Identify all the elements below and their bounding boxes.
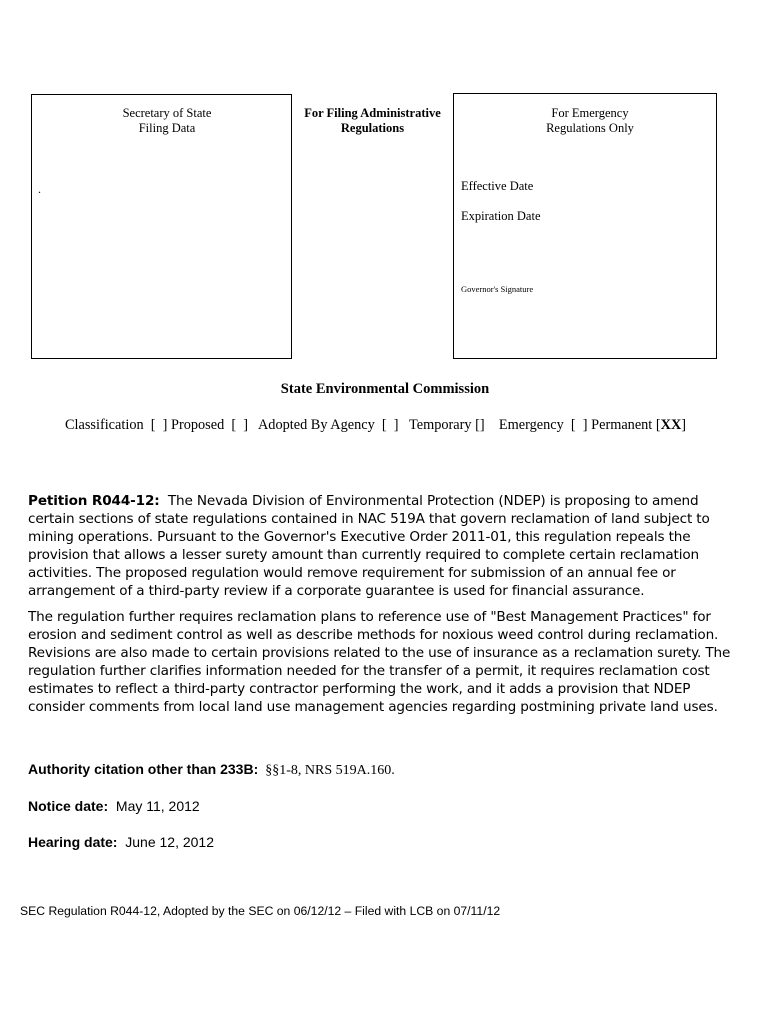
classification-line (65, 417, 686, 434)
expiration-date-label: Expiration Date (461, 209, 541, 223)
sos-line-2: Filing Data (138, 121, 196, 135)
hearing-label: Hearing date: (28, 834, 118, 850)
notice-line (28, 798, 200, 814)
notice-value: May 11, 2012 (115, 798, 200, 814)
admin-filing-label (292, 106, 453, 136)
footer-note: SEC Regulation R044-12, Adopted by the SEC on 06/12/12 – Filed with LCB on 07/11/12 (20, 904, 501, 918)
petition-label: Petition R044-12: (28, 493, 160, 509)
emergency-line-2: Regulations Only (546, 121, 634, 135)
classification-mark: XX (660, 417, 682, 433)
effective-date-label: Effective Date (461, 179, 534, 193)
petition-text-1: The Nevada Division of Environmental Protection (NDEP) is proposing to amend certain sections of state regulations contained in NAC 519A that govern reclamation of land subject to mining operations. Pursuant to the Governor's Executive Order 2011-01, this regulation repeals the provision that allows a lesser surety amount than currently required to complete certain reclamation activities. The proposed regulation would remove requirement for submission of an annual fee or arrangement of a third-party review if a corporate guarantee is used for financial assurance. (28, 493, 710, 599)
sos-line-1: Secretary of State (122, 106, 212, 120)
petition-paragraph-2: The regulation further requires reclamation plans to reference use of "Best Management Practices" for erosion and sediment control as well as describe methods for noxious weed control during reclamation. Revisions are also made to certain provisions related to the use of insurance as a reclamation surety. The regulation further clarifies information needed for the transfer of a permit, it requires reclamation cost estimates to reflect a third-party contractor performing the work, and it adds a provision that NDEP consider comments from local land use management agencies regarding postmining private land uses. (28, 609, 731, 715)
authority-label: Authority citation other than 233B: (28, 761, 259, 777)
box-dot: . (38, 182, 41, 196)
classification-close: ] (681, 417, 687, 433)
notice-label: Notice date: (28, 798, 109, 814)
authority-value: §§1-8, NRS 519A.160. (265, 763, 395, 778)
hearing-line (28, 834, 214, 850)
admin-line-2: Regulations (340, 121, 405, 135)
petition-paragraph-1 (28, 492, 743, 600)
emergency-label (515, 106, 665, 136)
hearing-value: June 12, 2012 (125, 834, 214, 850)
admin-line-1: For Filing Administrative (304, 106, 441, 120)
classification-text: Classification [ ] Proposed [ ] Adopted By Agency [ ] Temporary [] Emergency [ ] Permanent [ (65, 417, 661, 433)
authority-line (28, 761, 395, 779)
sos-filing-label (92, 106, 242, 136)
emergency-line-1: For Emergency (551, 106, 629, 120)
governor-signature-label: Governor's Signature (461, 284, 534, 294)
commission-title: State Environmental Commission (280, 381, 490, 397)
